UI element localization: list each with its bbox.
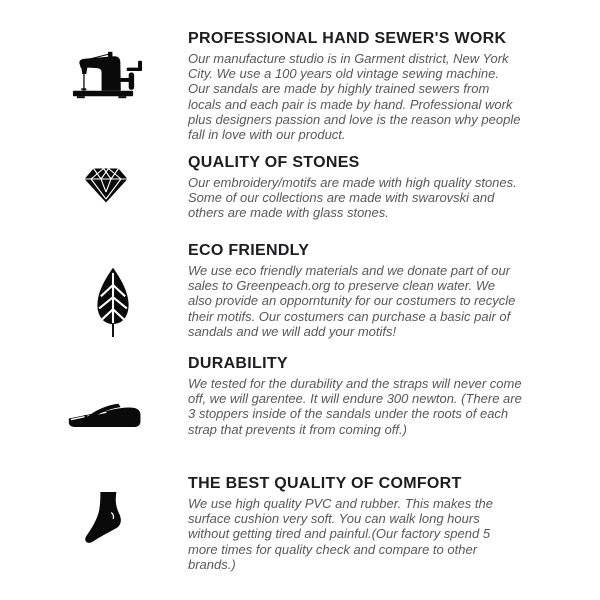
feature-title: QUALITY OF STONES xyxy=(188,154,360,171)
diamond-icon xyxy=(81,164,131,204)
icon-cell xyxy=(81,164,131,204)
icon-cell xyxy=(83,492,128,556)
feature-title: DURABILITY xyxy=(188,355,288,372)
icon-cell xyxy=(70,50,144,100)
icon-cell xyxy=(66,393,144,432)
feature-description: We tested for the durability and the straps will never come off, we will garentee. It will endure 300 newton. (There are 3 stoppers inside of the sandals under the roots of each strap that prevents it from coming off.) xyxy=(188,376,522,437)
feature-title: THE BEST QUALITY OF COMFORT xyxy=(188,475,462,492)
icon-cell xyxy=(93,266,133,337)
feature-text xyxy=(188,242,522,339)
leaf-icon xyxy=(93,266,133,337)
feature-text xyxy=(188,30,522,142)
flip-flop-icon xyxy=(66,393,144,432)
feature-text xyxy=(188,355,522,437)
sewing-machine-icon xyxy=(70,50,144,100)
feature-title: PROFESSIONAL HAND SEWER'S WORK xyxy=(188,30,507,47)
feature-description: Our manufacture studio is in Garment district, New York City. We use a 100 years old vintage sewing machine. Our sandals are made by highly trained sewers from locals and each pair is made by hand. Professional work plus designers passion and love is the reason why people fall in love with our product. xyxy=(188,51,521,143)
feature-description: We use eco friendly materials and we donate part of our sales to Greenpeach.org to preserve clean water. We also provide an opporntunity for our costumers to recycle their motifs. Our costumers can purchase a basic pair of sandals and we will add your motifs! xyxy=(188,263,516,339)
foot-icon xyxy=(83,492,128,556)
feature-text xyxy=(188,154,522,221)
feature-text xyxy=(188,475,522,572)
feature-description: We use high quality PVC and rubber. This makes the surface cushion very soft. You can walk long hours without getting tired and painful.(Our factory spend 5 more times for quality check and compare to other brands.) xyxy=(188,496,493,572)
feature-description: Our embroidery/motifs are made with high quality stones. Some of our collections are made with swarovski and others are made with glass stones. xyxy=(188,175,517,221)
feature-title: ECO FRIENDLY xyxy=(188,242,310,259)
